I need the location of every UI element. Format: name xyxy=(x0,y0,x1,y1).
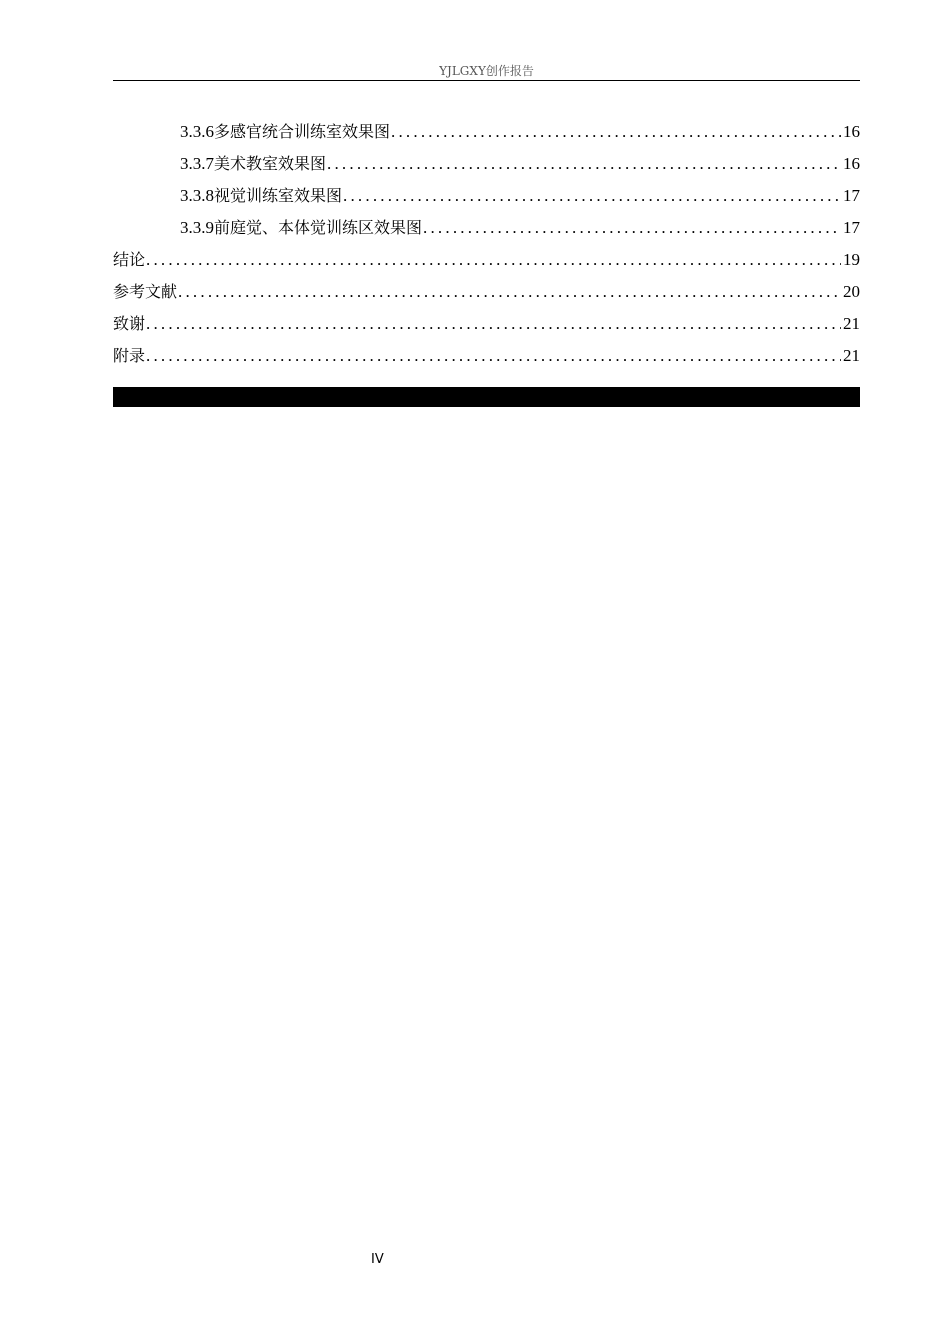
toc-entry-conclusion[interactable] xyxy=(113,244,860,276)
toc-dot-leader xyxy=(327,148,841,180)
toc-dot-leader xyxy=(146,340,841,372)
toc-entry-number: 3.3.7 xyxy=(180,154,214,173)
toc-dot-leader xyxy=(423,212,841,244)
toc-entry[interactable] xyxy=(113,180,860,212)
toc-entry-acknowledgements[interactable] xyxy=(113,308,860,340)
toc-entry-title: 附录 xyxy=(113,346,146,365)
page-header: YJLGXY创作报告 xyxy=(113,62,860,81)
toc-dot-leader xyxy=(178,276,841,308)
toc-entry-page: 16 xyxy=(843,154,860,173)
toc-entry-title: 前庭觉、本体觉训练区效果图 xyxy=(214,218,423,237)
page-number: IV xyxy=(371,1252,384,1267)
toc-entry-title: 多感官统合训练室效果图 xyxy=(214,122,391,141)
toc-entry-number: 3.3.9 xyxy=(180,218,214,237)
toc-entry-page: 21 xyxy=(843,346,860,365)
toc-entry-appendix[interactable] xyxy=(113,340,860,372)
toc-entry-page: 17 xyxy=(843,218,860,237)
toc-entry[interactable] xyxy=(113,148,860,180)
redaction-bar xyxy=(113,387,860,407)
toc-entry-number: 3.3.6 xyxy=(180,122,214,141)
toc-entry[interactable] xyxy=(113,212,860,244)
toc-entry-title: 结论 xyxy=(113,250,146,269)
toc-dot-leader xyxy=(146,244,841,276)
toc-entry-page: 21 xyxy=(843,314,860,333)
toc-entry-page: 19 xyxy=(843,250,860,269)
toc-entry-title: 致谢 xyxy=(113,314,146,333)
toc-dot-leader xyxy=(391,116,841,148)
toc-entry[interactable] xyxy=(113,116,860,148)
toc-entry-title: 美术教室效果图 xyxy=(214,154,327,173)
toc-entry-references[interactable] xyxy=(113,276,860,308)
toc-entry-page: 20 xyxy=(843,282,860,301)
toc-entry-page: 16 xyxy=(843,122,860,141)
table-of-contents xyxy=(113,116,860,372)
toc-entry-title: 参考文献 xyxy=(113,282,178,301)
toc-entry-page: 17 xyxy=(843,186,860,205)
toc-entry-number: 3.3.8 xyxy=(180,186,214,205)
toc-dot-leader xyxy=(146,308,841,340)
toc-dot-leader xyxy=(343,180,841,212)
toc-entry-title: 视觉训练室效果图 xyxy=(214,186,343,205)
